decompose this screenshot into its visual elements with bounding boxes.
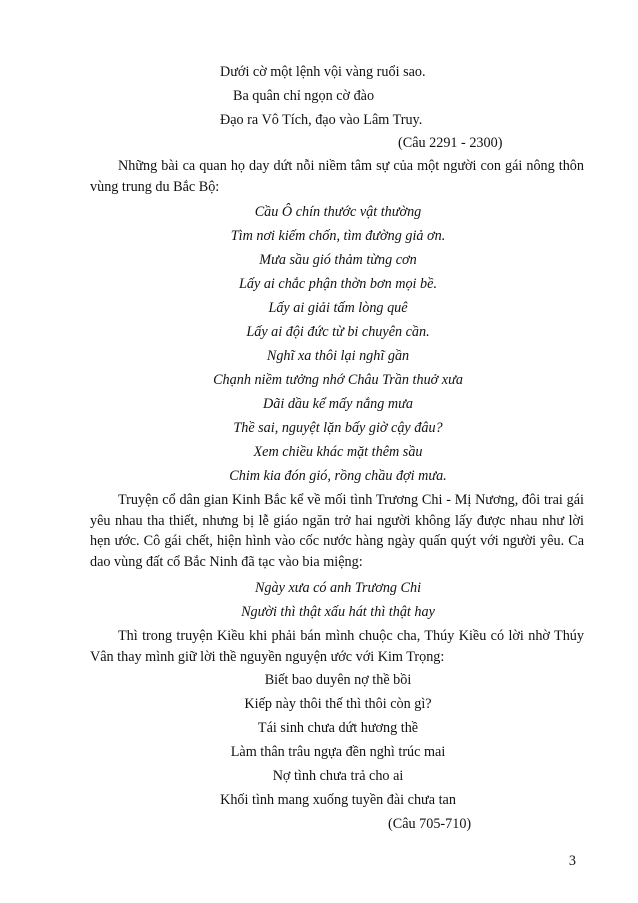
verse-line: Khối tình mang xuống tuyền đài chưa tan bbox=[220, 792, 456, 808]
verse-line: Lấy ai giải tấm lòng quê bbox=[268, 300, 408, 316]
verse-citation: (Câu 705-710) bbox=[388, 816, 472, 832]
verse-line: Nợ tình chưa trả cho ai bbox=[272, 768, 404, 784]
verse-line: Dãi dầu kể mấy nắng mưa bbox=[263, 396, 413, 412]
paragraph: Truyện cổ dân gian Kinh Bắc kể về mối tình Trương Chi - Mị Nương, đôi trai gái yêu nhau tha thiết, nhưng bị lễ giáo ngăn trở hai người không lấy được nhau như lời hẹn ước. Cô gái chết, hiện hình vào cốc nước hàng ngày quấn quýt với người yêu. Ca dao vùng đất cổ Bắc Ninh đã tạc vào bia miệng: bbox=[90, 492, 584, 570]
verse-line: Tái sinh chưa dứt hương thề bbox=[257, 720, 419, 736]
verse-line: Ngày xưa có anh Trương Chi bbox=[254, 580, 422, 596]
verse-line: Cầu Ô chín thước vật thường bbox=[254, 204, 422, 220]
page-number: 3 bbox=[568, 853, 576, 869]
verse-line: Lấy ai chắc phận thờn bơn mọi bề. bbox=[239, 276, 437, 292]
verse-line: Xem chiều khác mặt thêm sầu bbox=[253, 444, 423, 460]
verse-line: Dưới cờ một lệnh vội vàng ruổi sao. bbox=[220, 64, 426, 80]
paragraph: Thì trong truyện Kiều khi phải bán mình chuộc cha, Thúy Kiều có lời nhờ Thúy Vân thay mình giữ lời thề nguyền nguyện ước với Kim Trọng: bbox=[90, 628, 584, 665]
verse-line: Thề sai, nguyệt lặn bấy giờ cậy đâu? bbox=[233, 420, 443, 436]
paragraph: Những bài ca quan họ day dứt nỗi niềm tâm sự của một người con gái nông thôn vùng trung du Bắc Bộ: bbox=[90, 158, 584, 195]
verse-line: Người thì thật xấu hát thì thật hay bbox=[241, 604, 435, 620]
verse-line: Mưa sầu gió thảm từng cơn bbox=[259, 252, 417, 268]
verse-line: Lấy ai đội đức từ bi chuyên cần. bbox=[246, 324, 430, 340]
verse-line: Ba quân chỉ ngọn cờ đào bbox=[233, 88, 375, 104]
verse-citation: (Câu 2291 - 2300) bbox=[398, 135, 503, 151]
verse-line: Chim kia đón gió, rồng chầu đợi mưa. bbox=[229, 468, 447, 484]
verse-line: Kiếp này thôi thế thì thôi còn gì? bbox=[244, 696, 432, 712]
verse-line: Biết bao duyên nợ thề bồi bbox=[264, 672, 412, 688]
verse-line: Chạnh niềm tưởng nhớ Châu Trần thuở xưa bbox=[213, 372, 463, 388]
verse-line: Đạo ra Vô Tích, đạo vào Lâm Truy. bbox=[220, 112, 423, 128]
verse-line: Tìm nơi kiếm chốn, tìm đường giả ơn. bbox=[230, 228, 446, 244]
verse-line: Làm thân trâu ngựa đền nghì trúc mai bbox=[230, 744, 446, 760]
verse-line: Nghĩ xa thôi lại nghĩ gần bbox=[266, 348, 410, 364]
